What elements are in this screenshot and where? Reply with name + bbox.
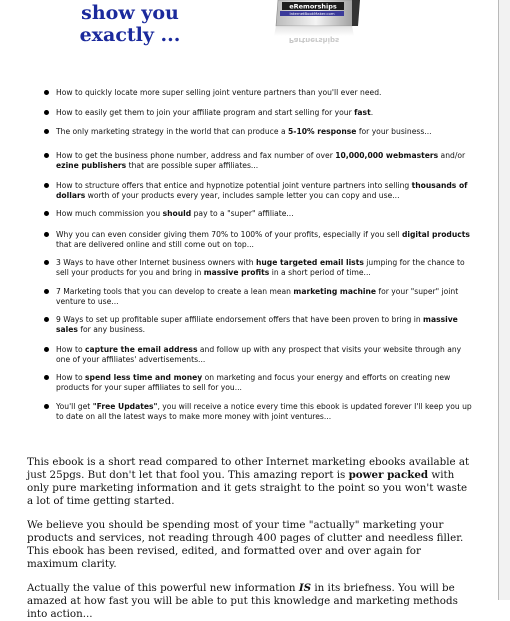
text-segment: capture the email address (85, 345, 198, 354)
bullet-dot-icon (44, 183, 49, 188)
text-segment: "Free Updates" (92, 402, 158, 411)
bullet-dot-icon (44, 404, 49, 409)
headline-line-2: exactly ... (79, 24, 181, 46)
text-segment: You'll get (56, 402, 93, 411)
text-segment: in its briefness. You will be amazed at how fast you will be able to put this knowledge and marketing methods into action... (27, 582, 458, 620)
text-segment: worth of your products every year, includes sample letter you can copy and use... (85, 190, 400, 200)
text-segment: jumping for the chance to sell your products for you and bring in (56, 258, 465, 277)
text-segment: pay to a "super" affiliate... (191, 209, 294, 218)
text-segment: How much commission you (56, 209, 163, 218)
text-segment: ezine publishers (56, 160, 127, 170)
text-segment: and/or (438, 151, 466, 160)
bullet-item (56, 209, 474, 219)
bullet-item (56, 230, 474, 249)
bullet-dot-icon (44, 90, 49, 95)
text-segment: marketing machine (293, 287, 377, 296)
bullet-item (56, 88, 474, 98)
text-segment: 3 Ways to have other Internet business owners with (56, 258, 256, 267)
text-segment: . (370, 108, 374, 117)
headline-line-1: show you (81, 2, 179, 24)
text-segment: 7 Marketing tools that you can develop to create a lean mean (56, 287, 294, 296)
description-paragraph (27, 456, 471, 508)
bullet-dot-icon (44, 347, 49, 352)
description-paragraph (27, 519, 471, 571)
text-segment: digital products (401, 230, 470, 239)
bullet-dot-icon (44, 129, 49, 134)
text-segment: should (162, 209, 192, 218)
bullet-dot-icon (44, 260, 49, 265)
text-segment: Why you can even consider giving them 70% to 100% of your profits, especially if you sell (56, 230, 402, 239)
text-segment: fast (354, 108, 371, 117)
text-segment: IS (298, 582, 312, 594)
text-segment: for your "super" joint venture to use... (56, 287, 459, 306)
text-segment: massive sales (56, 315, 458, 334)
text-segment: and follow up with any prospect that visits your website through any one of your affiliates' advertisements... (56, 345, 462, 364)
bullet-item (56, 127, 474, 137)
text-segment: thousands of dollars (56, 181, 468, 200)
text-segment: huge targeted email lists (255, 258, 364, 267)
bullet-dot-icon (44, 375, 49, 380)
bullet-item (56, 315, 474, 334)
ebook-url-text: InternetBookMaker.com (289, 11, 335, 16)
bullet-item (56, 345, 474, 364)
text-segment: How to (56, 373, 86, 382)
text-segment: in a short period of time... (269, 267, 371, 277)
text-segment: This ebook is a short read compared to other Internet marketing ebooks available at just 25pgs. But don't let that fool you. This amazing report is (27, 456, 470, 481)
text-segment: Actually the value of this powerful new information (27, 582, 299, 594)
text-segment: for your business... (356, 127, 432, 136)
text-segment: with only pure marketing information and it gets straight to the point so you won't waste a lot of time getting started. (27, 468, 468, 507)
bullet-dot-icon (44, 232, 49, 237)
text-segment: , you will receive a notice every time this ebook is updated forever I'll keep you up to date on all the latest ways to make more money with joint ventures... (56, 402, 472, 421)
bullet-dot-icon (44, 289, 49, 294)
text-segment: How to (56, 345, 86, 354)
bullet-item (56, 373, 474, 392)
bullet-item (56, 402, 474, 421)
text-segment: The only marketing strategy in the world that can produce a (56, 127, 289, 136)
text-segment: 5-10% response (288, 127, 357, 136)
text-segment: How to easily get them to join your affiliate program and start selling for your (56, 108, 355, 117)
text-segment: power packed (348, 468, 429, 481)
text-segment: How to quickly locate more super selling joint venture partners than you'll ever need. (56, 88, 382, 97)
ebook-reflection-text: Partnerships (288, 36, 340, 44)
text-segment: that are delivered online and still come out on top... (56, 239, 254, 249)
bullet-dot-icon (44, 317, 49, 322)
text-segment: How to get the business phone number, address and fax number of over (56, 151, 336, 160)
bullet-dot-icon (44, 153, 49, 158)
bullet-dot-icon (44, 211, 49, 216)
text-segment: that are possible super affiliates... (126, 160, 259, 170)
ebook-title-text: eRemorships (289, 2, 337, 11)
bullet-item (56, 108, 474, 118)
bullet-item (56, 287, 474, 306)
bullet-dot-icon (44, 110, 49, 115)
text-segment: 10,000,000 webmasters (335, 151, 439, 160)
bullet-item (56, 181, 474, 200)
text-segment: massive profits (203, 267, 270, 277)
text-segment: for any business. (77, 324, 146, 334)
bullet-item (56, 258, 474, 277)
page-gutter (499, 0, 510, 600)
text-segment: on marketing and focus your energy and efforts on creating new products for your super affiliates to sell for you... (56, 373, 451, 392)
text-segment: 9 Ways to set up profitable super affiliate endorsement offers that have been proven to bring in (56, 315, 424, 324)
text-segment: How to structure offers that entice and hypnotize potential joint venture partners into selling (56, 181, 412, 190)
bullet-item (56, 151, 474, 170)
description-paragraph (27, 582, 471, 621)
text-segment: We believe you should be spending most of your time "actually" marketing your products and services, not reading through 400 pages of clutter and needless filler. This ebook has been revised, edited, and formatted over and over again for maximum clarity. (27, 519, 464, 570)
text-segment: spend less time and money (85, 373, 203, 382)
